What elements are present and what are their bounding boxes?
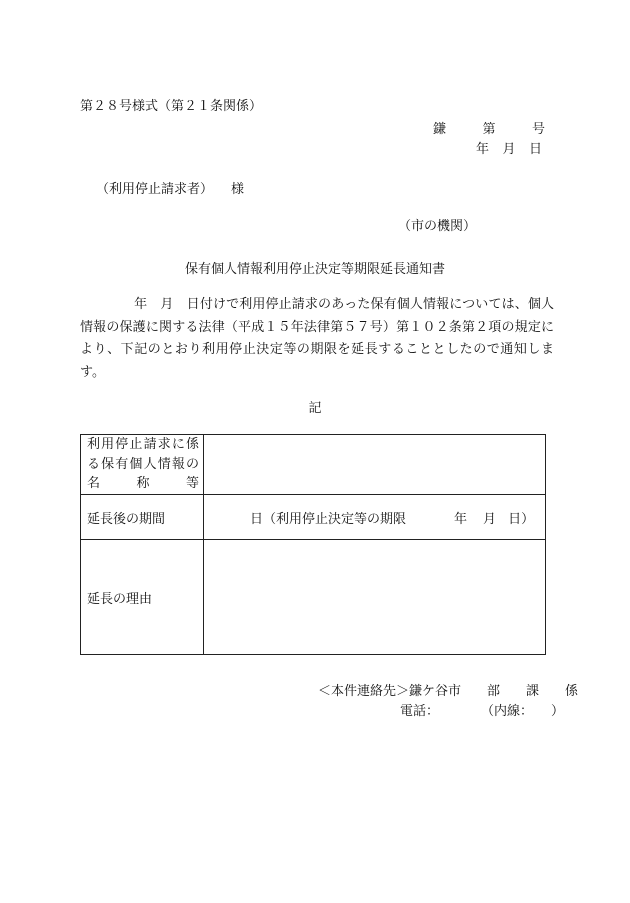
body-text: 年 月 日付けで利用停止請求のあった保有個人情報については、個人情報の保護に関する法律（平成１５年法律第５７号）第１０２条第２項の規定により、下記のとおり利用停止決定等の期限を延長することとしたので通知します。 [80,297,554,380]
body-paragraph [80,294,554,384]
form-number: 第２８号様式（第２１条関係） [80,99,263,114]
document-title: 保有個人情報利用停止決定等期限延長通知書 [184,262,445,277]
table-label-cell [81,435,204,495]
table-row [81,540,546,655]
row3-value-cell[interactable] [204,540,546,655]
contact-kakari: 係 [565,684,579,699]
row1-label: 利用停止請求に係る保有個人情報の名称等 [87,437,199,492]
row2-value-cell[interactable] [204,495,546,540]
row2-label: 延長後の期間 [81,495,204,540]
row1-value-cell[interactable] [204,435,546,495]
date-month: 月 [502,142,516,157]
row3-label: 延長の理由 [81,540,204,655]
date-year: 年 [476,142,490,157]
contact-label: ＜本件連絡先＞鎌ケ谷市 [318,684,462,699]
ref-go: 号 [531,122,545,137]
contact-bu: 部 [487,684,501,699]
period-month: 月 [483,511,497,527]
details-table [80,434,546,655]
table-row [81,495,546,540]
phone-line [400,700,564,719]
period-day-close: 日） [508,511,535,527]
reference-number [433,118,545,137]
extension-close: ） [551,704,565,719]
table-row [81,435,546,495]
period-day: 日 [250,511,264,527]
phone-label: 電話： [400,704,440,719]
addressee [96,178,244,197]
issue-date [476,138,542,157]
addressee-honorific: 様 [231,182,245,197]
period-year: 年 [454,511,468,527]
sender: （市の機関） [398,219,477,234]
ref-dai: 第 [482,122,496,137]
extension-label: （内線： [481,704,534,719]
period-paren: （利用停止決定等の期限 [263,511,407,527]
ki-marker: 記 [308,401,322,416]
addressee-name: （利用停止請求者） [96,182,214,197]
contact-line [318,680,578,699]
date-day: 日 [528,142,542,157]
ref-prefix: 鎌 [433,122,447,137]
contact-ka: 課 [526,684,540,699]
